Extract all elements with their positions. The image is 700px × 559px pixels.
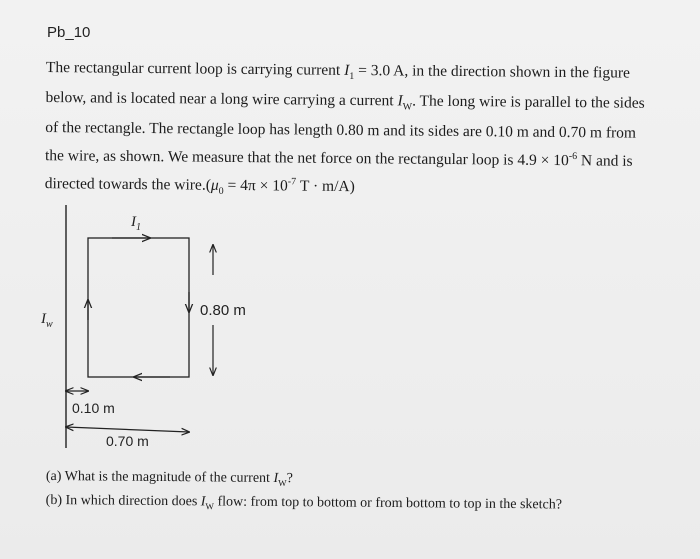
exponent: -7 [287, 176, 297, 188]
current-subscript: 1 [349, 71, 355, 83]
current-subscript: W [205, 500, 215, 512]
text-segment: = 3.0 A, in the direction shown in the figure [354, 61, 631, 82]
current-subscript: W [278, 477, 287, 488]
text-segment: (b) In which direction does [45, 492, 201, 510]
problem-title: Pb_10 [47, 24, 91, 41]
iw-subscript: w [46, 319, 53, 330]
mu-symbol: μ [210, 177, 219, 195]
i1-symbol: I [131, 214, 136, 230]
current-loop [88, 238, 189, 377]
text-segment: ? [286, 471, 293, 487]
iw-symbol: I [41, 311, 46, 327]
near-distance-label: 0.10 m [72, 400, 115, 416]
length-label: 0.80 m [200, 302, 246, 319]
current-symbol: I [344, 61, 350, 79]
current-symbol: I [397, 92, 403, 110]
questions [46, 467, 646, 520]
i1-subscript: 1 [136, 222, 141, 233]
text-segment: (a) What is the magnitude of the current [45, 468, 274, 486]
text-segment: flow: from top to bottom or from bottom to top in the sketch? [213, 494, 563, 513]
far-distance-label: 0.70 m [106, 433, 149, 449]
iw-label [40, 311, 53, 330]
mu-subscript: 0 [218, 186, 224, 198]
i1-label [130, 214, 141, 233]
current-symbol: I [200, 494, 206, 510]
text-segment: T · m/A) [296, 177, 355, 196]
current-subscript: W [402, 101, 413, 113]
far-distance-arrow [66, 427, 189, 432]
text-segment: below, and is located near a long wire carrying a current [45, 89, 398, 110]
statement-line-3: of the rectangle. The rectangle loop has length 0.80 m and its sides are 0.10 m and 0.70 m from [45, 119, 637, 142]
text-segment: The rectangular current loop is carrying current [45, 58, 345, 79]
exponent: -6 [568, 151, 578, 163]
current-symbol: I [273, 470, 279, 487]
text-segment: N and is [576, 152, 633, 170]
text-segment: . The long wire is parallel to the sides [412, 92, 645, 112]
text-segment: directed towards the wire.( [44, 175, 211, 195]
text-segment: = 4π × 10 [223, 177, 288, 195]
text-segment: the wire, as shown. We measure that the net force on the rectangular loop is 4.9 × 10 [44, 147, 569, 170]
